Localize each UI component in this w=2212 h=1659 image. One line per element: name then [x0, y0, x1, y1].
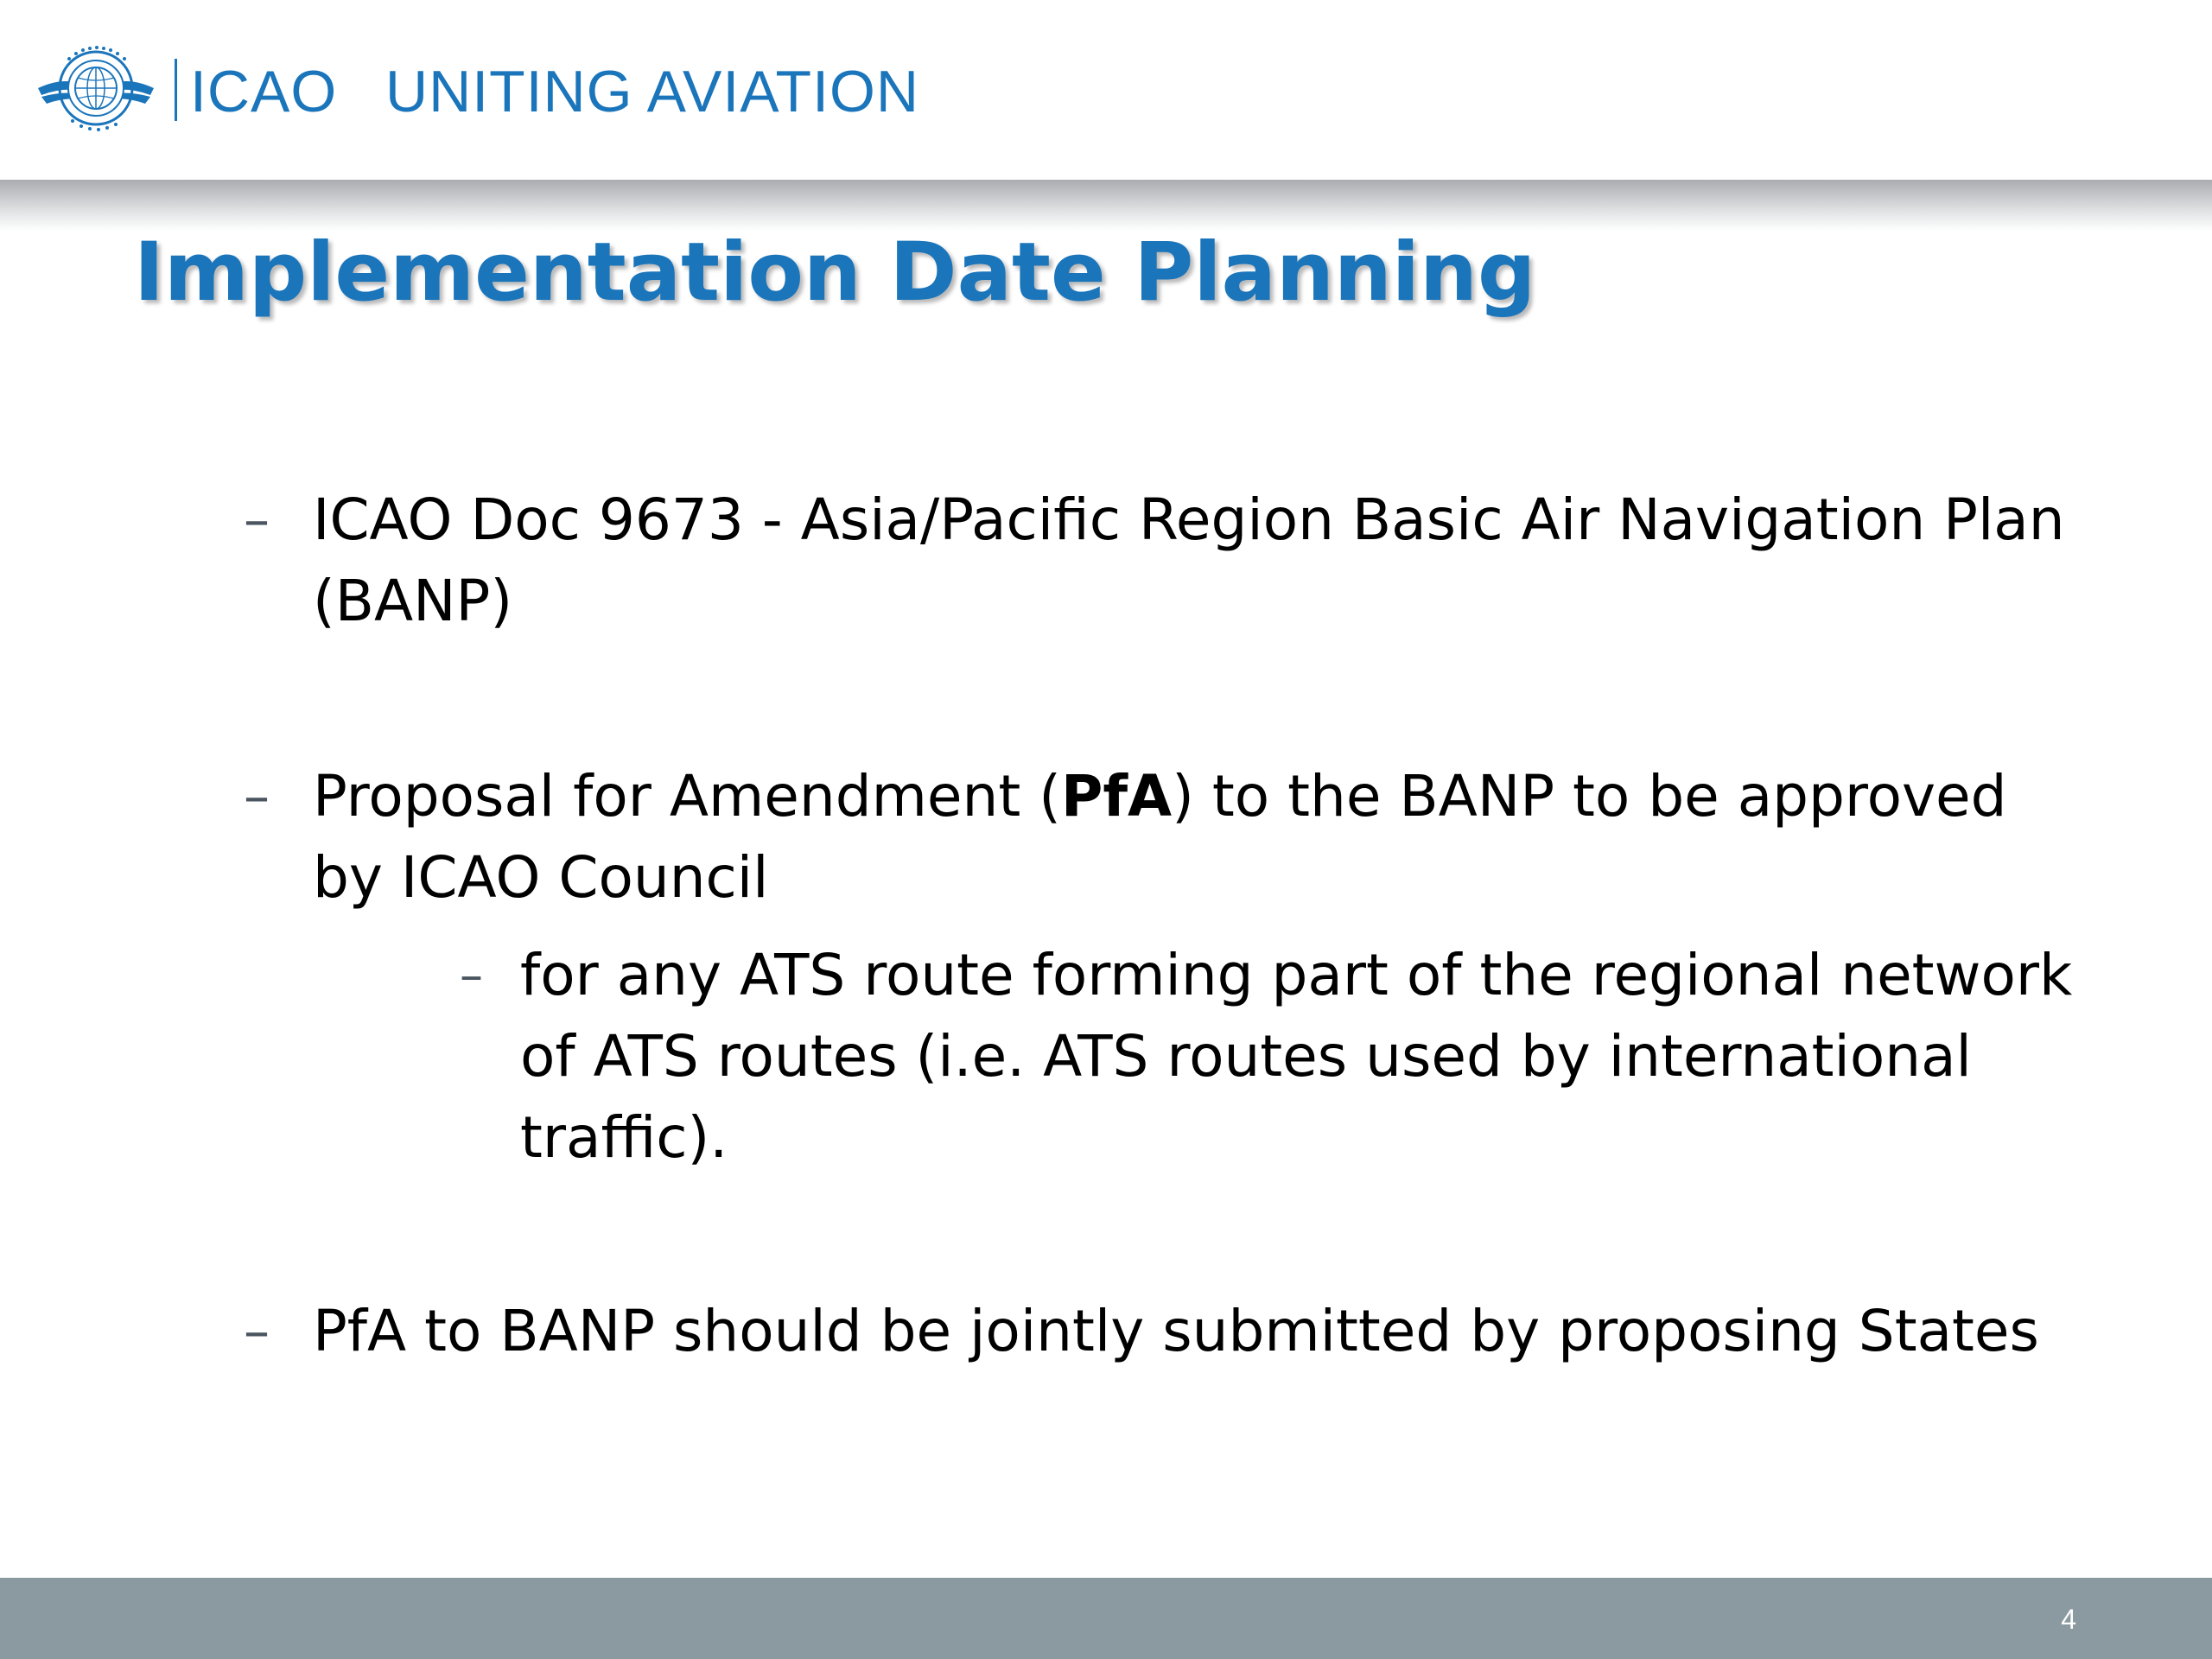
slide-footer [0, 1578, 2212, 1659]
bullet-marker: – [244, 490, 270, 550]
bullet-text-bold: PfA [1060, 763, 1173, 830]
logo-text: ICAO [190, 59, 338, 124]
slide-title: Implementation Date Planning [134, 226, 1536, 320]
bullet-text: PfA to BANP should be jointly submitted by proposing States [313, 1298, 2039, 1364]
logo-divider [175, 59, 177, 121]
bullet-text-before: Proposal for Amendment ( [313, 763, 1061, 830]
bullet-marker: – [244, 766, 270, 827]
icao-emblem-icon [35, 35, 157, 140]
page-number: 4 [2061, 1604, 2076, 1635]
bullet-marker: – [244, 1301, 270, 1362]
slide-header [0, 0, 2212, 180]
bullet-item [244, 1291, 2075, 1372]
bullet-text: ICAO Doc 9673 - Asia/Pacific Region Basic Air Navigation Plan (BANP) [313, 486, 2065, 634]
bullet-item [244, 756, 2075, 918]
bullet-text: for any ATS route forming part of the regional network of ATS routes (i.e. ATS routes used by international traffic). [520, 942, 2073, 1171]
bullet-item [244, 480, 2075, 642]
tagline: UNITING AVIATION [385, 59, 919, 124]
sub-bullet-item [460, 935, 2075, 1179]
bullet-marker: – [460, 948, 483, 1002]
bullet-text-after: ) to the BANP to be approved by ICAO Council [313, 763, 2007, 911]
